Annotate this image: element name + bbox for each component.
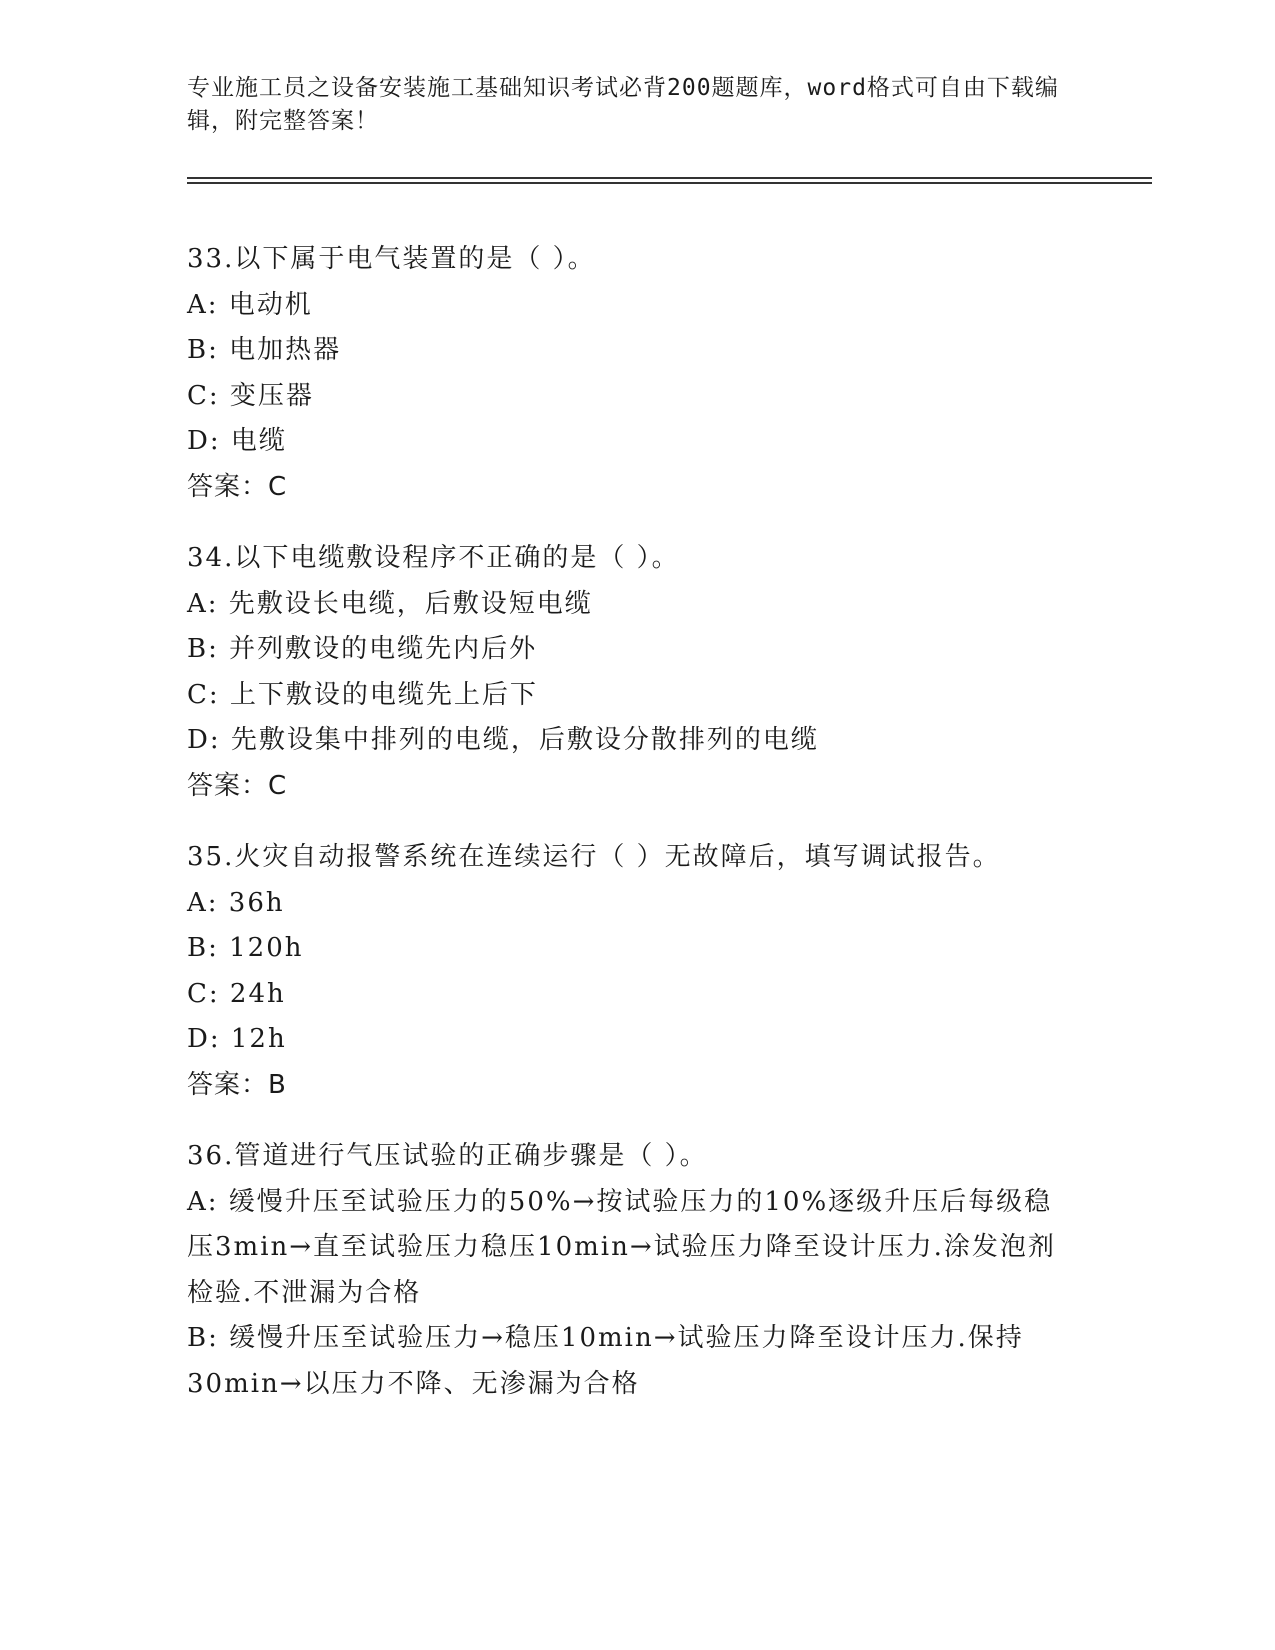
question-list (187, 237, 1087, 1433)
option-d: D: 先敷设集中排列的电缆，后敷设分散排列的电缆 (187, 725, 819, 755)
question-stem: 34.以下电缆敷设程序不正确的是（ ）。 (187, 543, 680, 573)
option-d: D: 电缆 (187, 426, 287, 456)
question-stem: 35.火灾自动报警系统在连续运行（ ）无故障后，填写调试报告。 (187, 842, 1001, 872)
option-a: A: 电动机 (187, 289, 313, 320)
question-35 (187, 835, 1087, 1108)
option-a: A: 36h (187, 887, 285, 918)
document-header: 专业施工员之设备安装施工基础知识考试必背200题题库，word格式可自由下载编辑，附完整答案！ (187, 75, 1059, 134)
option-b: B: 并列敷设的电缆先内后外 (187, 634, 538, 664)
option-b: B: 缓慢升压至试验压力→稳压10min→试验压力降至设计压力.保持30min→以压力不降、无渗漏为合格 (187, 1323, 1024, 1399)
option-c: C: 变压器 (187, 380, 314, 411)
option-a: A: 缓慢升压至试验压力的50%→按试验压力的10%逐级升压后每级稳压3min→直至试验压力稳压10min→试验压力降至设计压力.涂发泡剂检验.不泄漏为合格 (187, 1186, 1056, 1308)
answer-line: 答案：B (187, 1069, 287, 1100)
option-c: C: 24h (187, 978, 286, 1009)
answer-line: 答案：C (187, 471, 288, 502)
question-stem: 33.以下属于电气装置的是（ ）。 (187, 244, 596, 274)
question-36 (187, 1134, 1087, 1407)
answer-line: 答案：C (187, 770, 288, 801)
option-b: B: 电加热器 (187, 335, 342, 365)
option-a: A: 先敷设长电缆，后敷设短电缆 (187, 588, 593, 619)
question-33 (187, 237, 1087, 510)
option-b: B: 120h (187, 933, 304, 963)
option-d: D: 12h (187, 1024, 287, 1054)
header-divider-top (187, 177, 1152, 179)
question-34 (187, 536, 1087, 809)
header-divider-bottom (187, 182, 1152, 184)
question-stem: 36.管道进行气压试验的正确步骤是（ ）。 (187, 1141, 708, 1171)
option-c: C: 上下敷设的电缆先上后下 (187, 679, 538, 710)
